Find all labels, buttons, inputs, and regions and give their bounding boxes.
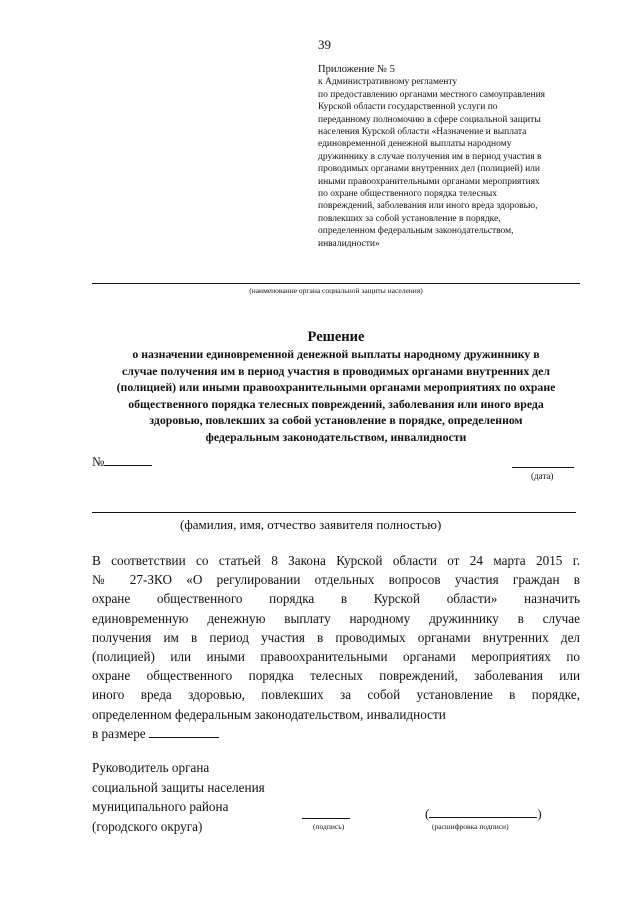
decision-subtitle-line: здоровью, повлекших за собой установление в порядке, определенном bbox=[149, 413, 523, 427]
body-line: единовременную денежную выплату народному дружиннику в случае bbox=[92, 610, 580, 626]
appendix-line: иными правоохранительными органами мероприятиях bbox=[318, 176, 540, 187]
decision-subtitle-line: общественного порядка телесных повреждений, заболевания или иного вреда bbox=[128, 396, 544, 411]
appendix-line: переданному полномочию в сфере социальной защиты bbox=[318, 114, 541, 125]
signature-line: социальной защиты населения bbox=[92, 779, 265, 795]
org-name-caption: (наименование органа социальной защиты населения) bbox=[249, 286, 423, 295]
date-line bbox=[512, 467, 574, 468]
applicant-name-caption: (фамилия, имя, отчество заявителя полностью) bbox=[180, 517, 442, 532]
amount-blank bbox=[149, 725, 219, 738]
decision-subtitle-line: (полицией) или иными правоохранительными органами мероприятиях по охране bbox=[116, 380, 556, 394]
signature-blank-line bbox=[302, 818, 350, 819]
appendix-line: инвалидности» bbox=[318, 238, 380, 249]
appendix-line: к Административному регламенту bbox=[318, 77, 458, 88]
body-line: охране общественного порядка телесных повреждений, заболевания или bbox=[92, 668, 580, 684]
signature-line: Руководитель органа bbox=[92, 760, 210, 775]
applicant-name-line bbox=[92, 512, 576, 513]
appendix-line: повлекших за собой установление в порядке, bbox=[318, 213, 501, 224]
appendix-line: по охране общественного порядка телесных bbox=[318, 189, 498, 200]
appendix-title: Приложение № 5 bbox=[318, 64, 395, 75]
appendix-line: по предоставлению органами местного самоуправления bbox=[318, 89, 546, 100]
body-line: № 27-ЗКО «О регулировании отдельных вопросов участия граждан в bbox=[92, 572, 580, 588]
signature-decode-caption: (расшифровка подписи) bbox=[432, 822, 509, 831]
appendix-line: повреждений, заболевания или иного вреда здоровью, bbox=[318, 201, 538, 212]
signature-line: муниципального района bbox=[92, 799, 229, 815]
appendix-line: дружиннику в случае получения им в период участия в bbox=[318, 151, 542, 162]
page-number: 39 bbox=[318, 37, 331, 52]
date-caption: (дата) bbox=[531, 471, 554, 481]
body-line: охране общественного порядка в Курской области» назначить bbox=[92, 591, 580, 607]
signature-decode-field: ( ) bbox=[425, 806, 542, 821]
decision-body bbox=[92, 551, 580, 743]
decision-number-field bbox=[92, 454, 152, 470]
head-signature-block bbox=[92, 758, 265, 836]
appendix-line: Курской области государственной услуги по bbox=[318, 102, 498, 113]
number-label: № bbox=[92, 454, 105, 469]
body-line: В соответствии со статьей 8 Закона Курской области от 24 марта 2015 г. bbox=[92, 553, 580, 568]
body-line: иного вреда здоровью, повлекших за собой установление в порядке, bbox=[92, 687, 580, 703]
signature-caption: (подпись) bbox=[313, 822, 345, 831]
decision-subtitle-line: случае получения им в период участия в проводимых органами внутренних дел bbox=[122, 363, 550, 378]
decision-title: Решение bbox=[307, 329, 365, 345]
amount-label: в размере bbox=[92, 725, 146, 741]
appendix-line: проводимых органами внутренних дел (полицией) или bbox=[318, 164, 541, 175]
body-line: получения им в период участия в проводимых органами внутренних дел bbox=[92, 629, 580, 645]
number-blank bbox=[104, 454, 152, 466]
appendix-block bbox=[318, 64, 580, 250]
org-name-line bbox=[92, 283, 580, 284]
amount-row bbox=[92, 724, 580, 743]
decision-subtitle-line: о назначении единовременной денежной выплаты народному дружиннику в bbox=[132, 347, 540, 361]
appendix-line: единовременной денежной выплаты народному bbox=[318, 139, 512, 150]
body-line: (полицией) или иными правоохранительными органами мероприятиях по bbox=[92, 649, 580, 665]
appendix-line: определенном федеральным законодательством, bbox=[318, 226, 514, 237]
decision-subtitle-line: федеральным законодательством, инвалидности bbox=[205, 429, 467, 444]
decode-blank bbox=[429, 806, 537, 818]
body-line: определенном федеральным законодательством, инвалидности bbox=[92, 706, 446, 722]
decision-subtitle bbox=[92, 346, 580, 445]
appendix-line: населения Курской области «Назначение и выплата bbox=[318, 127, 527, 138]
signature-line: (городского округа) bbox=[92, 818, 203, 834]
